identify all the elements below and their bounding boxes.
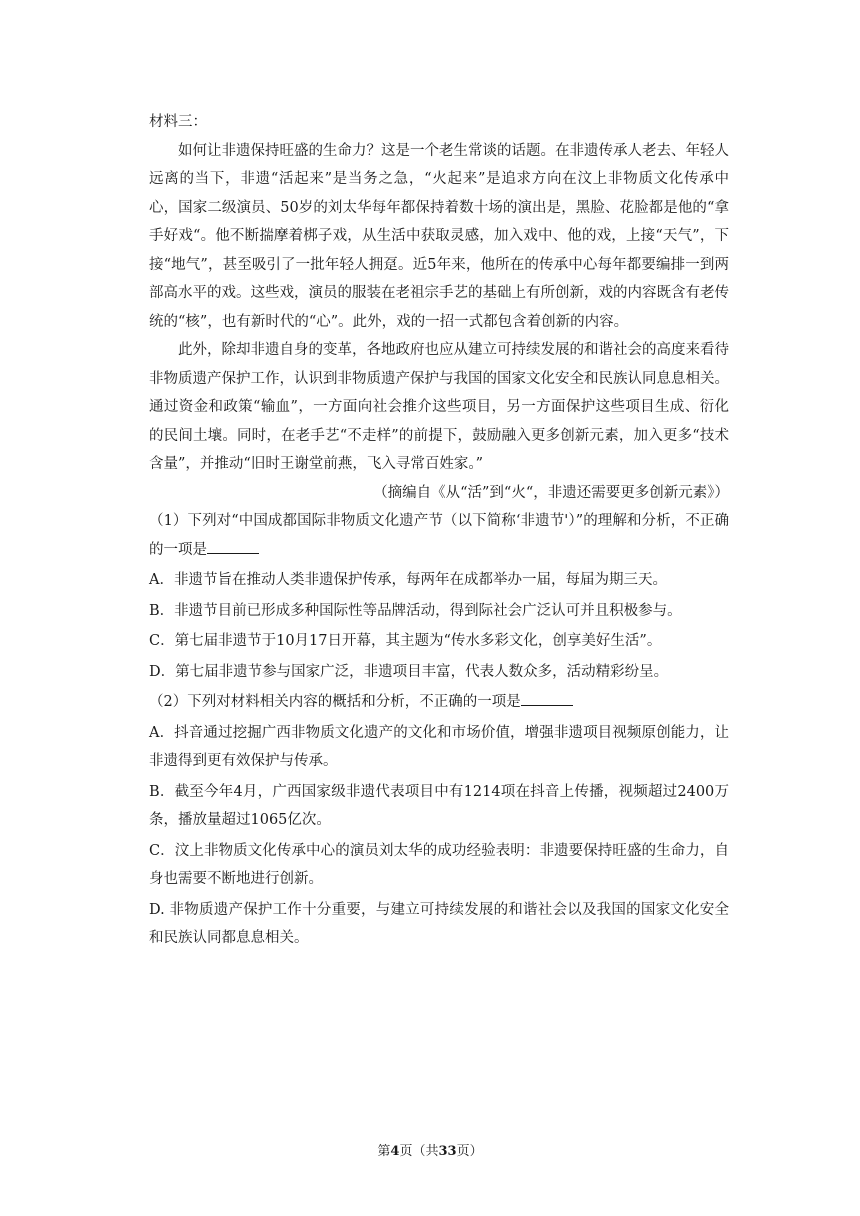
material-heading: 材料三： <box>149 114 207 130</box>
question-1-option-a: A．非遗节旨在推动人类非遗保护传承，每两年在成都举办一届，每届为期三天。 <box>149 572 667 588</box>
answer-blank[interactable] <box>521 691 573 706</box>
source-citation: （摘编自《从“活”到“火“，非遗还需要更多创新元素》） <box>373 484 729 501</box>
question-2-stem: （2）下列对材料相关内容的概括和分析，不正确的一项是 <box>149 688 729 717</box>
question-1-option-d: D．第七届非遗节参与国家广泛，非遗项目丰富，代表人数众多，活动精彩纷呈。 <box>149 663 669 680</box>
question-2-option-d: D. 非物质遗产保护工作十分重要，与建立可持续发展的和谐社会以及我国的国家文化安全和民族认同都息息相关。 <box>149 901 729 946</box>
question-1-option-b: B．非遗节目前已形成多种国际性等品牌活动，得到际社会广泛认可并且积极参与。 <box>149 602 682 619</box>
question-2-option-a: A．抖音通过挖掘广西非物质文化遗产的文化和市场价值，增强非遗项目视频原创能力，让非遗得到更有效保护与传承。 <box>149 724 729 769</box>
question-1-stem: （1）下列对“中国成都国际非物质文化遗产节（以下简称‘非遗节'）”的理解和分析，不正确的一项是 <box>149 513 729 558</box>
answer-blank[interactable] <box>207 539 259 554</box>
paragraph-2: 此外，除却非遗自身的变革，各地政府也应从建立可持续发展的和谐社会的高度来看待非物质遗产保护工作，认识到非物质遗产保护与我国的国家文化安全和民族认同息息相关。通过资金和政策“输血”，一方面向社会推介这些项目，另一方面保护这些项目生成、衍化的民间土壤。同时，在老手艺“不走样”的前提下，鼓励融入更多创新元素，加入更多“技术含量”，并推动“旧时王谢堂前燕，飞入寻常百姓家。” <box>149 342 729 472</box>
question-1-option-c: C．第七届非遗节于10月17日开幕，其主题为“传水多彩文化，创享美好生活”。 <box>149 633 662 649</box>
page-content <box>149 108 729 953</box>
page-footer: 第4页（共33页） <box>377 1144 483 1159</box>
paragraph-1: 如何让非遗保持旺盛的生命力？这是一个老生常谈的话题。在非遗传承人老去、年轻人远离的当下，非遗“活起来”是当务之急，“火起来”是追求方向在汶上非物质文化传承中心，国家二级演员、50岁的刘太华每年都保持着数十场的演出是，黑脸、花脸都是他的“拿手好戏“。他不断揣摩着梆子戏，从生活中获取灵感，加入戏中、他的戏，上接“天气”，下接“地气”，甚至吸引了一批年轻人拥趸。近5年来，他所在的传承中心每年都要编排一到两部高水平的戏。这些戏，演员的服装在老祖宗手艺的基础上有所创新，戏的内容既含有老传统的“核”，也有新时代的“心”。此外，戏的一招一式都包含着创新的内容。 <box>149 142 729 330</box>
question-2-option-c: C．汶上非物质文化传承中心的演员刘太华的成功经验表明：非遗要保持旺盛的生命力，自身也需要不断地进行创新。 <box>149 842 729 887</box>
current-page-number: 4 <box>390 1144 400 1159</box>
question-2-option-b: B．截至今年4月，广西国家级非遗代表项目中有1214项在抖音上传播，视频超过2400万条，播放量超过1065亿次。 <box>149 783 729 828</box>
total-page-count: 33 <box>438 1144 457 1159</box>
